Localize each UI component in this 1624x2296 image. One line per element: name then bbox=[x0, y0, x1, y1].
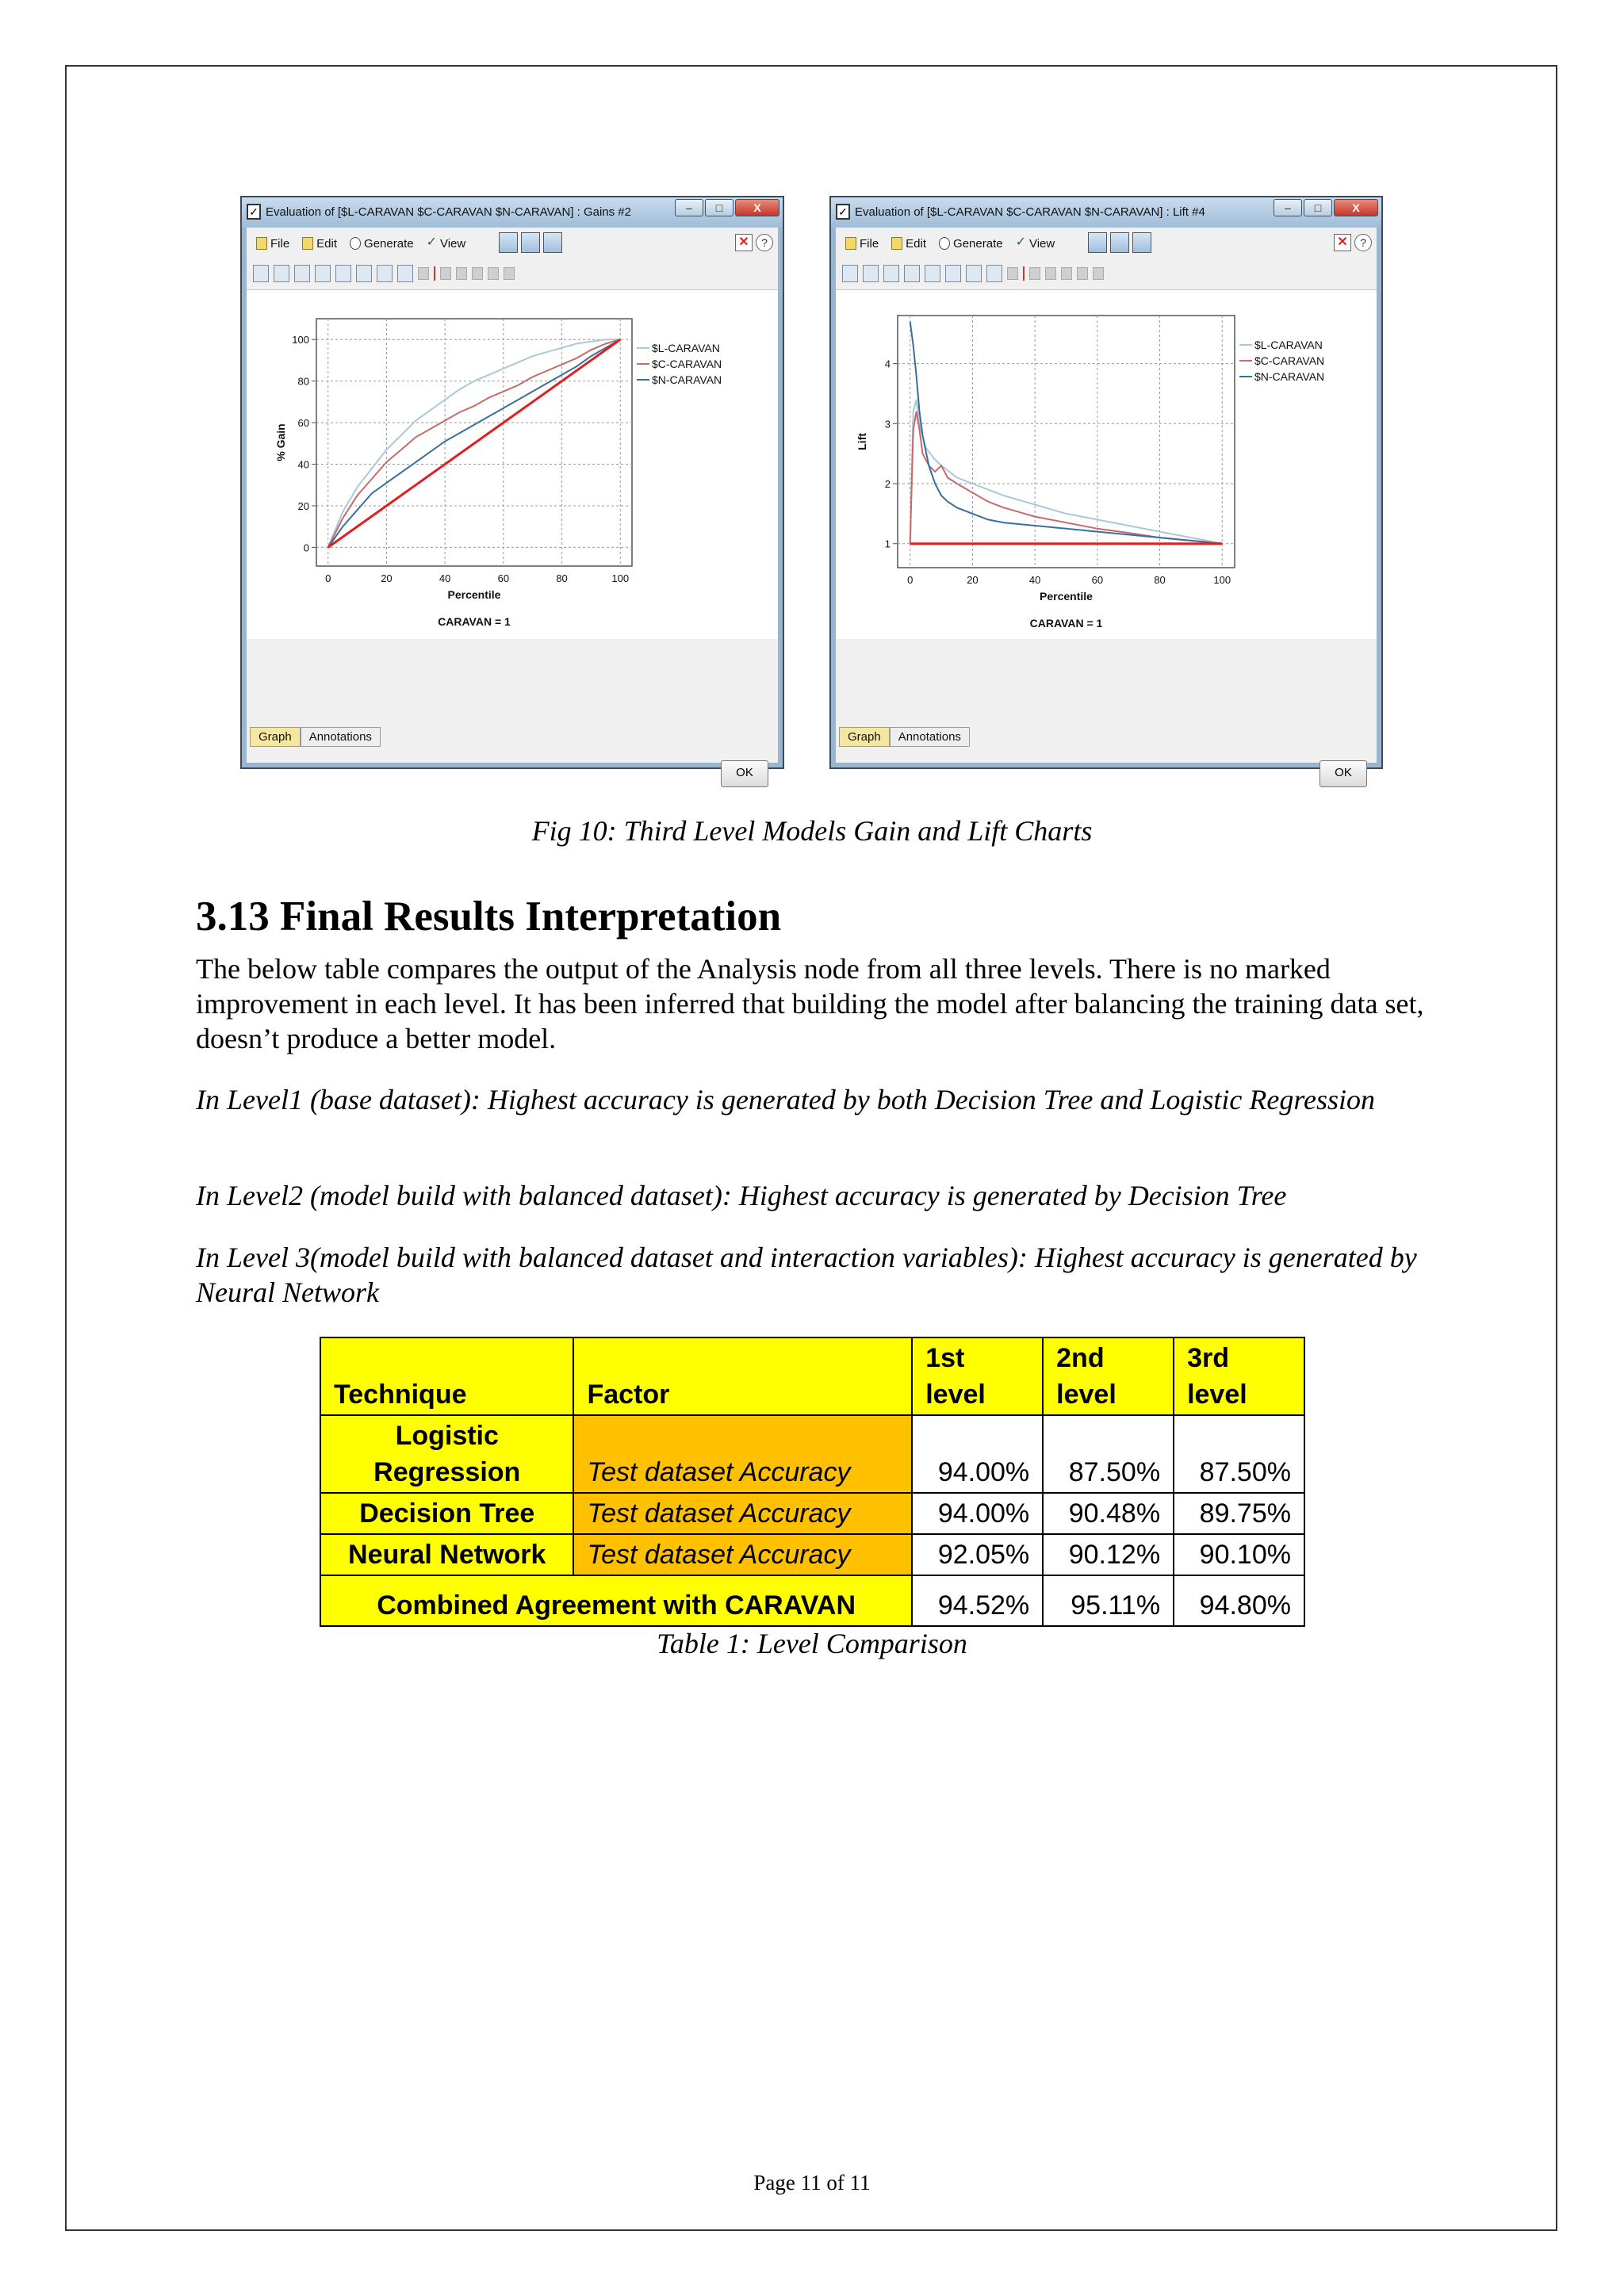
legend-label: $C-CARAVAN bbox=[1254, 354, 1325, 367]
gains-window-title: Evaluation of [$L-CARAVAN $C-CARAVAN $N-CARAVAN] : Gains #2 bbox=[266, 205, 631, 219]
wand-tool-icon[interactable] bbox=[966, 265, 982, 282]
region-tool-icon[interactable] bbox=[883, 265, 899, 282]
technique-cell: Decision Tree bbox=[320, 1493, 573, 1534]
lift-chart bbox=[836, 290, 1380, 639]
technique-line2: Regression bbox=[373, 1457, 521, 1487]
close-window-button[interactable]: X bbox=[735, 199, 779, 216]
level2-value: 90.12% bbox=[1043, 1534, 1174, 1575]
y-tick-label: 40 bbox=[297, 458, 309, 471]
help-button[interactable]: ? bbox=[756, 234, 773, 251]
technique-line1: Logistic bbox=[395, 1421, 499, 1451]
info-tool-icon[interactable] bbox=[986, 265, 1002, 282]
level-comparison-table bbox=[320, 1337, 1305, 1627]
x-tick-label: 60 bbox=[1091, 574, 1104, 586]
legend-label: $L-CARAVAN bbox=[652, 342, 720, 354]
x-tick-label: 0 bbox=[325, 572, 331, 584]
x-tick-label: 20 bbox=[381, 572, 393, 584]
body-paragraph: The below table compares the output of the Analysis node from all three levels. There is no marked improvement in each level. It has been inferred that building the model after balancing the training data set, doesn’t produce a better model. bbox=[196, 953, 1424, 1054]
stop-icon[interactable] bbox=[1007, 267, 1018, 280]
toolbar-separator bbox=[1023, 266, 1025, 281]
evaluation-icon: ✓ bbox=[247, 204, 261, 220]
combined-level2: 95.11% bbox=[1043, 1575, 1174, 1626]
step-icon[interactable] bbox=[1061, 267, 1072, 280]
header-level2 bbox=[1043, 1337, 1174, 1415]
x-tick-label: 40 bbox=[1028, 574, 1041, 586]
stop-icon[interactable] bbox=[418, 267, 429, 280]
x-tick-label: 80 bbox=[556, 572, 568, 584]
header-factor: Factor bbox=[573, 1337, 912, 1415]
maximize-button[interactable]: □ bbox=[705, 199, 733, 216]
copy-button[interactable] bbox=[521, 232, 540, 253]
print-tool-icon[interactable] bbox=[335, 265, 351, 282]
section-heading: 3.13 Final Results Interpretation bbox=[196, 894, 782, 939]
header-level1-line2: level bbox=[925, 1380, 986, 1410]
legend-label: $C-CARAVAN bbox=[652, 358, 722, 370]
ok-button[interactable]: OK bbox=[721, 760, 768, 787]
level3-text: In Level 3(model build with balanced dataset and interaction variables): Highest accuracy is generated by Neural Network bbox=[196, 1242, 1417, 1308]
x-axis-title: Percentile bbox=[447, 588, 501, 601]
axis-tool-icon[interactable] bbox=[356, 265, 372, 282]
tab-annotations[interactable]: Annotations bbox=[890, 727, 970, 747]
plot-frame bbox=[898, 316, 1235, 568]
view-icon: ✓ bbox=[1015, 235, 1026, 249]
gains-window-client bbox=[247, 228, 778, 779]
level1-text: In Level1 (base dataset): Highest accuracy is generated by both Decision Tree and Logistic Regression bbox=[196, 1084, 1376, 1115]
legend-label: $L-CARAVAN bbox=[1254, 339, 1323, 351]
y-tick-label: 3 bbox=[884, 418, 891, 430]
lift-plot-area bbox=[836, 289, 1377, 639]
header-level3-line1: 3rd bbox=[1187, 1343, 1229, 1373]
x-tick-label: 40 bbox=[439, 572, 451, 584]
table-row bbox=[320, 1493, 1304, 1534]
header-level3 bbox=[1174, 1337, 1304, 1415]
x-tick-label: 20 bbox=[967, 574, 979, 586]
gains-toolbar bbox=[247, 261, 778, 286]
close-output-button[interactable]: ✕ bbox=[1334, 234, 1351, 251]
file-icon bbox=[256, 237, 267, 250]
level1-value: 92.05% bbox=[912, 1534, 1043, 1575]
print-button[interactable] bbox=[543, 232, 562, 253]
header-level3-line2: level bbox=[1187, 1380, 1247, 1410]
minimize-button[interactable]: – bbox=[675, 199, 703, 216]
combined-level3: 94.80% bbox=[1174, 1575, 1304, 1626]
y-tick-label: 2 bbox=[884, 478, 891, 490]
menu-view[interactable] bbox=[1016, 237, 1055, 251]
ok-button[interactable]: OK bbox=[1320, 760, 1367, 787]
menu-generate[interactable] bbox=[350, 237, 414, 251]
menu-view-label: View bbox=[439, 236, 466, 251]
tab-graph[interactable]: Graph bbox=[250, 727, 301, 747]
export-button[interactable] bbox=[499, 232, 518, 253]
settings-icon[interactable] bbox=[1093, 267, 1104, 280]
wand-tool-icon[interactable] bbox=[377, 265, 393, 282]
menu-file-label: File bbox=[860, 236, 879, 251]
header-level1-line1: 1st bbox=[925, 1343, 965, 1373]
menu-edit[interactable] bbox=[891, 237, 926, 251]
table-caption: Table 1: Level Comparison bbox=[657, 1628, 967, 1659]
x-tick-label: 100 bbox=[611, 572, 630, 584]
y-tick-label: 0 bbox=[303, 541, 309, 554]
y-tick-label: 4 bbox=[884, 358, 891, 370]
view-icon: ✓ bbox=[426, 235, 437, 249]
minimize-button[interactable]: – bbox=[1274, 199, 1302, 216]
close-window-button[interactable]: X bbox=[1334, 199, 1378, 216]
y-tick-label: 100 bbox=[292, 334, 309, 346]
play-icon[interactable] bbox=[1045, 267, 1056, 280]
level2-value: 90.48% bbox=[1043, 1493, 1174, 1534]
record-icon[interactable] bbox=[488, 267, 499, 280]
combined-label: Combined Agreement with CARAVAN bbox=[320, 1575, 912, 1626]
lift-window-titlebar[interactable] bbox=[831, 197, 1381, 228]
tab-annotations[interactable]: Annotations bbox=[301, 727, 381, 747]
header-level1 bbox=[912, 1337, 1043, 1415]
region-tool-icon[interactable] bbox=[294, 265, 310, 282]
band-tool-icon[interactable] bbox=[315, 265, 331, 282]
x-tick-label: 80 bbox=[1154, 574, 1166, 586]
y-axis-title: % Gain bbox=[274, 423, 287, 461]
technique-cell: Neural Network bbox=[320, 1534, 573, 1575]
toolbar-separator bbox=[434, 266, 435, 281]
factor-cell: Test dataset Accuracy bbox=[573, 1493, 912, 1534]
menu-file[interactable] bbox=[256, 237, 289, 251]
level3-value: 89.75% bbox=[1174, 1493, 1304, 1534]
tab-graph[interactable]: Graph bbox=[839, 727, 890, 747]
lift-toolbar bbox=[836, 261, 1377, 286]
figure-caption: Fig 10: Third Level Models Gain and Lift Charts bbox=[531, 815, 1093, 847]
legend-label: $N-CARAVAN bbox=[1254, 370, 1325, 383]
axis-tool-icon[interactable] bbox=[945, 265, 961, 282]
copy-button[interactable] bbox=[1110, 232, 1129, 253]
menu-file[interactable] bbox=[845, 237, 879, 251]
lift-window[interactable] bbox=[829, 196, 1383, 779]
generate-icon bbox=[939, 237, 950, 250]
menu-file-label: File bbox=[270, 236, 290, 251]
magic-icon[interactable] bbox=[440, 267, 451, 280]
x-axis-title: Percentile bbox=[1040, 590, 1093, 603]
y-tick-label: 20 bbox=[297, 499, 309, 512]
factor-cell: Test dataset Accuracy bbox=[573, 1415, 912, 1493]
combined-row bbox=[320, 1575, 1304, 1626]
legend-label: $N-CARAVAN bbox=[652, 373, 722, 386]
record-icon[interactable] bbox=[1077, 267, 1088, 280]
level2-text: In Level2 (model build with balanced dataset): Highest accuracy is generated by Decision Tree bbox=[196, 1180, 1287, 1211]
page-footer: Page 11 of 11 bbox=[753, 2171, 871, 2195]
table-header-row bbox=[320, 1337, 1304, 1415]
file-icon bbox=[845, 237, 856, 250]
x-tick-label: 60 bbox=[497, 572, 510, 584]
table-row bbox=[320, 1415, 1304, 1493]
settings-icon[interactable] bbox=[504, 267, 515, 280]
level1-value: 94.00% bbox=[912, 1415, 1043, 1493]
close-output-button[interactable]: ✕ bbox=[735, 234, 753, 251]
edit-icon bbox=[891, 237, 902, 250]
header-level2-line1: 2nd bbox=[1056, 1343, 1105, 1373]
gains-plot-area bbox=[247, 289, 778, 639]
menu-edit-label: Edit bbox=[906, 236, 927, 251]
magic-icon[interactable] bbox=[1029, 267, 1040, 280]
brush-tool-icon[interactable] bbox=[253, 265, 269, 282]
edit-icon bbox=[302, 237, 313, 250]
x-tick-label: 100 bbox=[1213, 574, 1231, 586]
menu-edit[interactable] bbox=[302, 237, 337, 251]
x-tick-label: 0 bbox=[907, 574, 914, 586]
y-axis-title: Lift bbox=[856, 433, 868, 450]
table-row bbox=[320, 1534, 1304, 1575]
gains-chart bbox=[247, 290, 781, 639]
level2-value: 87.50% bbox=[1043, 1415, 1174, 1493]
play-icon[interactable] bbox=[456, 267, 467, 280]
lift-window-client bbox=[836, 228, 1377, 779]
level1-value: 94.00% bbox=[912, 1493, 1043, 1534]
maximize-button[interactable]: □ bbox=[1304, 199, 1332, 216]
y-tick-label: 1 bbox=[884, 538, 891, 550]
export-button[interactable] bbox=[1088, 232, 1107, 253]
y-tick-label: 80 bbox=[297, 375, 309, 388]
menu-view-label: View bbox=[1028, 236, 1055, 251]
pointer-tool-icon[interactable] bbox=[274, 265, 289, 282]
level3-value: 87.50% bbox=[1174, 1415, 1304, 1493]
chart-subtitle: CARAVAN = 1 bbox=[438, 615, 511, 628]
header-technique: Technique bbox=[320, 1337, 573, 1415]
brush-tool-icon[interactable] bbox=[842, 265, 858, 282]
menu-generate[interactable] bbox=[939, 237, 1003, 251]
menu-generate-label: Generate bbox=[364, 236, 414, 251]
help-button[interactable]: ? bbox=[1354, 234, 1372, 251]
generate-icon bbox=[350, 237, 361, 250]
print-button[interactable] bbox=[1132, 232, 1151, 253]
chart-subtitle: CARAVAN = 1 bbox=[1029, 617, 1103, 629]
menu-generate-label: Generate bbox=[953, 236, 1003, 251]
combined-level1: 94.52% bbox=[912, 1575, 1043, 1626]
gains-window-titlebar[interactable] bbox=[242, 197, 783, 228]
header-level2-line2: level bbox=[1056, 1380, 1116, 1410]
menu-edit-label: Edit bbox=[316, 236, 338, 251]
technique-cell bbox=[320, 1415, 573, 1493]
lift-window-title: Evaluation of [$L-CARAVAN $C-CARAVAN $N-CARAVAN] : Lift #4 bbox=[855, 205, 1205, 219]
menu-view[interactable] bbox=[427, 237, 466, 251]
print-tool-icon[interactable] bbox=[925, 265, 940, 282]
level3-value: 90.10% bbox=[1174, 1534, 1304, 1575]
step-icon[interactable] bbox=[472, 267, 483, 280]
info-tool-icon[interactable] bbox=[397, 265, 413, 282]
pointer-tool-icon[interactable] bbox=[863, 265, 879, 282]
gains-window[interactable] bbox=[240, 196, 784, 779]
factor-cell: Test dataset Accuracy bbox=[573, 1534, 912, 1575]
band-tool-icon[interactable] bbox=[904, 265, 920, 282]
y-tick-label: 60 bbox=[297, 417, 309, 430]
evaluation-icon: ✓ bbox=[836, 204, 850, 220]
